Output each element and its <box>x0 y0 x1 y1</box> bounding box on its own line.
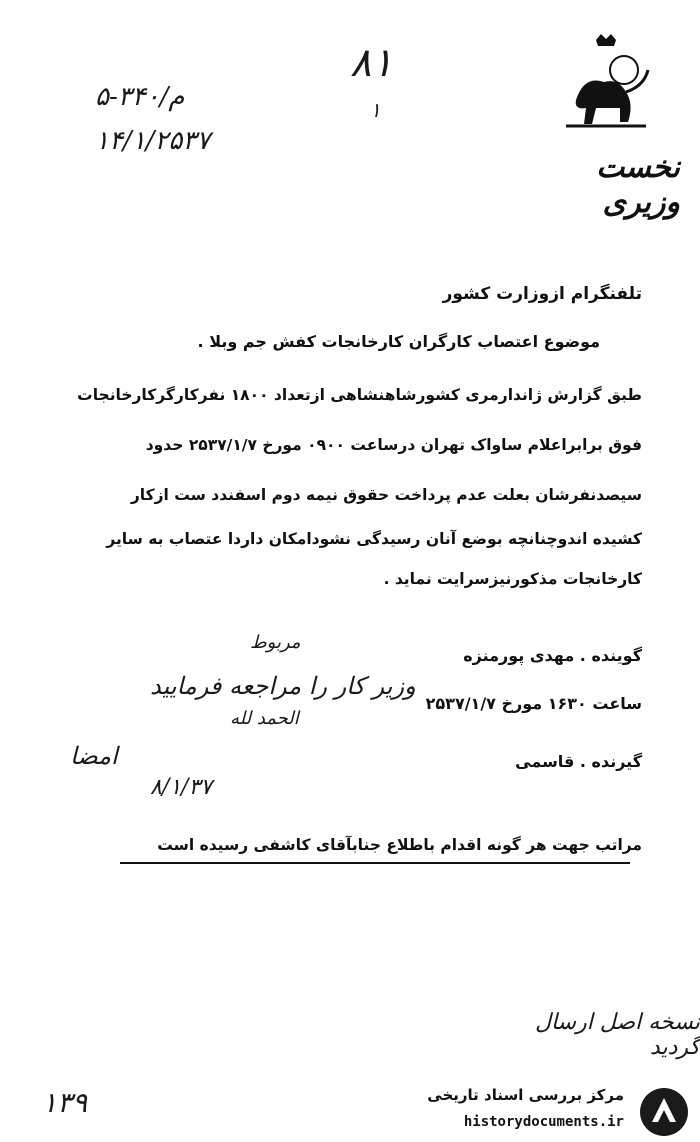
footer-underline <box>120 862 630 864</box>
lion-and-sun-emblem-icon <box>556 30 656 140</box>
handwritten-signature: امضا <box>70 742 118 770</box>
page-number: ۱۳۹ <box>42 1086 88 1119</box>
body-line: کارخانجات مذکورنیزسرایت نماید . <box>383 570 642 588</box>
handwritten-note-line: وزیر کار را مراجعه فرمایید <box>150 672 416 700</box>
watermark-title: مرکز بررسی اسناد تاریخی <box>427 1086 624 1104</box>
footer-note: مراتب جهت هر گونه اقدام باطلاع جنابآقای کاشفی رسیده است <box>157 836 642 854</box>
body-line: کشیده اندوچنانچه بوضع آنان رسیدگی نشودامکان داردا عتصاب به سایر <box>106 530 642 548</box>
reference-date: ۱۴/۱/۲۵۳۷ <box>95 126 211 156</box>
sender-line: گوینده . مهدی پورمنزه <box>463 646 642 665</box>
handwritten-note-line: الحمد لله <box>230 708 299 729</box>
body-line: سیصدنفرشان بعلت عدم پرداخت حقوق نیمه دوم اسفندد ست ازکار <box>130 486 642 504</box>
watermark-url: historydocuments.ir <box>463 1114 624 1130</box>
reference-number: ۵-۳۴۰/م <box>95 82 185 112</box>
archive-logo-icon <box>638 1086 690 1138</box>
body-line: فوق برابراعلام ساواک تهران درساعت ۰۹۰۰ مورخ ۲۵۳۷/۱/۷ حدود <box>145 436 642 454</box>
telegram-subject: موضوع اعتصاب کارگران کارخانجات کفش جم وبلا . <box>197 332 600 351</box>
handwritten-bottom-note: نسخه اصل ارسال گردید <box>534 1010 700 1060</box>
time-line: ساعت ۱۶۳۰ مورخ ۲۵۳۷/۱/۷ <box>425 694 642 713</box>
handwritten-number: ۸۱ <box>350 40 393 86</box>
handwritten-mark: ۱ <box>370 98 381 122</box>
handwritten-note-date: ۸/۱/۳۷ <box>150 775 213 800</box>
body-line: طبق گزارش ژاندارمری کشورشاهنشاهی ازتعداد ۱۸۰۰ نفرکارگرکارخانجات <box>77 386 642 404</box>
telegram-heading: تلفنگرام ازوزارت کشور <box>442 284 642 304</box>
handwritten-note-line: مربوط <box>250 632 301 653</box>
receiver-line: گیرنده . قاسمی <box>515 752 642 771</box>
ministry-title: نخست وزیری <box>596 150 680 220</box>
